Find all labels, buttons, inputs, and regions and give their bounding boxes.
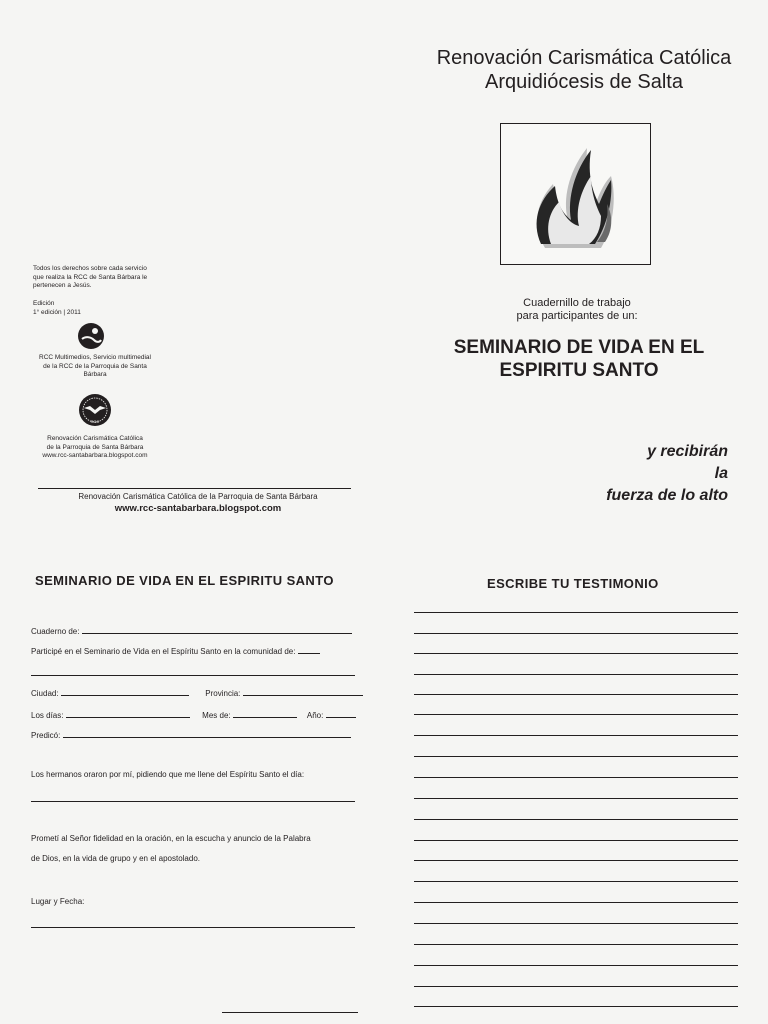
testimony-line[interactable]: [414, 633, 738, 634]
multimedia-line-2: de la RCC de la Parroquia de Santa: [43, 362, 147, 370]
testimony-line[interactable]: [414, 777, 738, 778]
org-line-2: Arquidiócesis de Salta: [485, 71, 683, 93]
cuaderno-row: [31, 625, 352, 636]
org-title: [400, 46, 768, 94]
dias-label: Los días:: [31, 711, 64, 720]
participe-row: [31, 645, 320, 656]
flame-logo-box: [500, 123, 651, 265]
ciudad-label: Ciudad:: [31, 689, 59, 698]
prometi-text-line-1: Prometí al Señor fidelidad en la oración, en la escucha y anuncio de la Palabra: [31, 834, 311, 843]
comunidad-field[interactable]: [298, 645, 320, 654]
multimedia-line-1: RCC Multimedios, Servicio multimedial: [39, 354, 151, 361]
rights-line-1: Todos los derechos sobre cada servicio: [33, 265, 147, 272]
participe-text: Participé en el Seminario de Vida en el Espíritu Santo en la comunidad de:: [31, 647, 296, 656]
flame-icon: [501, 124, 650, 264]
testimony-line[interactable]: [414, 674, 738, 675]
rcc-line-2: de la Parroquia de Santa Bárbara: [46, 443, 144, 451]
edition-block: [33, 300, 133, 317]
lugar-label: Lugar y Fecha:: [31, 897, 85, 906]
ciudad-field[interactable]: [61, 687, 189, 696]
predico-row: [31, 729, 351, 740]
testimony-line[interactable]: [414, 694, 738, 695]
predico-field[interactable]: [63, 729, 351, 738]
rcc-line-3: www.rcc-santabarbara.blogspot.com: [42, 452, 148, 459]
edition-label: Edición: [33, 300, 55, 307]
testimony-line[interactable]: [414, 653, 738, 654]
subtitle-line-1: Cuadernillo de trabajo: [523, 297, 631, 309]
anio-field[interactable]: [326, 709, 356, 718]
testimony-line[interactable]: [414, 819, 738, 820]
testimony-line[interactable]: [414, 735, 738, 736]
quote-line-3: fuerza de lo alto: [606, 487, 728, 504]
quote-line-1: y recibirán: [647, 443, 728, 460]
testimony-line[interactable]: [414, 923, 738, 924]
testimony-line[interactable]: [414, 714, 738, 715]
rcc-line-1: Renovación Carismática Católica: [47, 435, 143, 442]
anio-label: Año:: [306, 711, 324, 720]
multimedia-line-3: Bárbara: [83, 371, 107, 378]
testimony-line[interactable]: [414, 860, 738, 861]
lugar-field[interactable]: [31, 927, 355, 928]
multimedia-logo-icon: [77, 322, 105, 350]
rcc-dove-logo-icon: [78, 393, 112, 427]
testimony-line[interactable]: [414, 902, 738, 903]
form-title: SEMINARIO DE VIDA EN EL ESPIRITU SANTO: [35, 573, 334, 588]
rcc-text: [30, 435, 160, 461]
mes-field[interactable]: [233, 709, 297, 718]
testimony-line[interactable]: [414, 840, 738, 841]
testimony-title: ESCRIBE TU TESTIMONIO: [487, 576, 659, 591]
testimony-line[interactable]: [414, 986, 738, 987]
quote-line-2: la: [714, 465, 728, 482]
edition-value: 1° edición | 2011: [33, 308, 81, 316]
multimedia-text: [30, 354, 160, 380]
mes-label: Mes de:: [202, 711, 231, 720]
prometi-text-line-2: de Dios, en la vida de grupo y en el apostolado.: [31, 854, 201, 863]
scripture-quote: [520, 441, 728, 507]
provincia-label: Provincia:: [205, 689, 241, 698]
provincia-field[interactable]: [243, 687, 363, 696]
testimony-line[interactable]: [414, 798, 738, 799]
signature-line[interactable]: [222, 1012, 358, 1013]
ciudad-row: [31, 687, 363, 698]
title-line-1: SEMINARIO DE VIDA EN EL: [453, 337, 705, 358]
dias-field[interactable]: [66, 709, 190, 718]
svg-text:RCC: RCC: [90, 419, 100, 424]
testimony-line[interactable]: [414, 1006, 738, 1007]
cuaderno-label: Cuaderno de:: [31, 627, 80, 636]
rights-line-2: que realiza la RCC de Santa Bárbara le: [33, 273, 148, 281]
workbook-subtitle: [477, 297, 677, 323]
subtitle-line-2: para participantes de un:: [516, 310, 638, 322]
comunidad-field-line[interactable]: [31, 675, 355, 676]
testimony-line[interactable]: [414, 881, 738, 882]
predico-label: Predicó:: [31, 731, 61, 740]
org-line-1: Renovación Carismática Católica: [436, 47, 732, 69]
title-line-2: ESPIRITU SANTO: [499, 360, 659, 381]
fecha-row: [31, 709, 356, 720]
workbook-title: [420, 336, 738, 382]
back-cover-footer: [38, 492, 358, 516]
footer-url[interactable]: www.rcc-santabarbara.blogspot.com: [114, 503, 282, 514]
testimony-line[interactable]: [414, 965, 738, 966]
footer-divider: [38, 488, 351, 489]
rights-text: [33, 265, 173, 291]
testimony-line[interactable]: [414, 612, 738, 613]
oraron-field[interactable]: [31, 801, 355, 802]
testimony-line[interactable]: [414, 756, 738, 757]
oraron-text: Los hermanos oraron por mí, pidiendo que me llene del Espíritu Santo el día:: [31, 770, 305, 779]
cuaderno-field[interactable]: [82, 625, 352, 634]
rights-line-3: pertenecen a Jesús.: [33, 282, 92, 289]
testimony-line[interactable]: [414, 944, 738, 945]
footer-line-1: Renovación Carismática Católica de la Parroquia de Santa Bárbara: [78, 492, 318, 501]
